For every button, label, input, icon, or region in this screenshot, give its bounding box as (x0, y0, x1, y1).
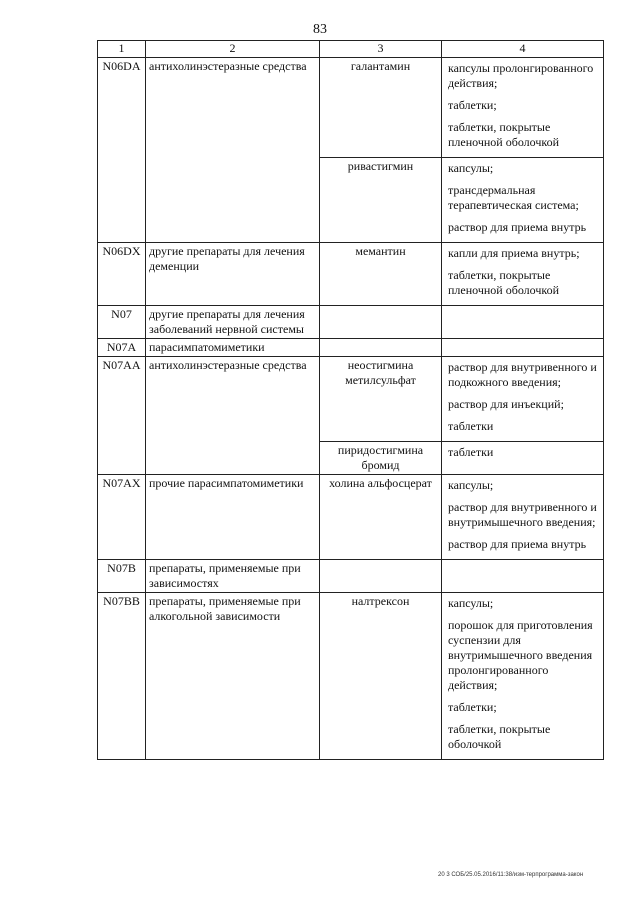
header-row (98, 41, 604, 58)
drug-group-cell: препараты, применяемые при алкогольной зависимости (146, 593, 320, 760)
table-row (98, 560, 604, 593)
column-header: 4 (442, 41, 604, 58)
dosage-forms-cell (442, 158, 604, 243)
dosage-form: раствор для инъекций; (448, 397, 564, 411)
dosage-forms-cell (442, 243, 604, 306)
table-row (98, 58, 604, 158)
atc-code-cell: N07AA (98, 357, 146, 475)
dosage-forms-cell (442, 306, 604, 339)
dosage-forms-cell (442, 442, 604, 475)
dosage-form: таблетки, покрытые пленочной оболочкой (448, 120, 560, 149)
dosage-form: капсулы; (448, 478, 494, 492)
dosage-form: таблетки; (448, 98, 497, 112)
drug-name-cell: галантамин (320, 58, 442, 158)
atc-code-cell: N07BB (98, 593, 146, 760)
dosage-form: капсулы; (448, 161, 494, 175)
table-body (98, 58, 604, 760)
table-row (98, 593, 604, 760)
drug-name-cell (320, 339, 442, 357)
dosage-form: раствор для приема внутрь (448, 537, 587, 551)
column-header: 2 (146, 41, 320, 58)
dosage-form: раствор для внутривенного и подкожного введения; (448, 360, 597, 389)
atc-code-cell: N07B (98, 560, 146, 593)
drug-group-cell: другие препараты для лечения заболеваний нервной системы (146, 306, 320, 339)
drug-group-cell: антихолинэстеразные средства (146, 357, 320, 475)
dosage-form: раствор для внутривенного и внутримышечного введения; (448, 500, 597, 529)
column-header: 3 (320, 41, 442, 58)
table-row (98, 339, 604, 357)
table-row (98, 306, 604, 339)
page-number: 83 (313, 22, 327, 37)
dosage-form: капсулы пролонгированного действия; (448, 61, 594, 90)
dosage-form: таблетки (448, 419, 494, 433)
table-row (98, 357, 604, 442)
drug-name-cell: ривастигмин (320, 158, 442, 243)
atc-code-cell: N06DX (98, 243, 146, 306)
dosage-form: таблетки, покрытые пленочной оболочкой (448, 268, 560, 297)
dosage-form: раствор для приема внутрь (448, 220, 587, 234)
dosage-forms-cell (442, 593, 604, 760)
dosage-forms-cell (442, 560, 604, 593)
dosage-form: таблетки (448, 445, 494, 459)
dosage-form: капсулы; (448, 596, 494, 610)
drug-group-cell: препараты, применяемые при зависимостях (146, 560, 320, 593)
atc-code-cell: N07 (98, 306, 146, 339)
dosage-form: капли для приема внутрь; (448, 246, 580, 260)
drug-name-cell (320, 560, 442, 593)
drug-name-cell: мемантин (320, 243, 442, 306)
atc-code-cell: N06DA (98, 58, 146, 243)
dosage-form: порошок для приготовления суспензии для внутримышечного введения пролонгированного действия; (448, 618, 593, 692)
dosage-form: таблетки; (448, 700, 497, 714)
footer-stamp: 20 3 СОБ/25.05.2016/11:38/изм-терпрограмма-закон (438, 872, 584, 878)
column-header: 1 (98, 41, 146, 58)
dosage-forms-cell (442, 339, 604, 357)
drug-name-cell: холина альфосцерат (320, 475, 442, 560)
dosage-form: трансдермальная терапевтическая система; (448, 183, 579, 212)
dosage-form: таблетки, покрытые оболочкой (448, 722, 551, 751)
table-row (98, 243, 604, 306)
table-row (98, 475, 604, 560)
drug-name-cell: пиридостигмина бромид (320, 442, 442, 475)
drug-group-cell: прочие парасимпатомиметики (146, 475, 320, 560)
drug-table (97, 40, 604, 760)
drug-group-cell: антихолинэстеразные средства (146, 58, 320, 243)
drug-name-cell (320, 306, 442, 339)
dosage-forms-cell (442, 357, 604, 442)
drug-group-cell: другие препараты для лечения деменции (146, 243, 320, 306)
atc-code-cell: N07AX (98, 475, 146, 560)
drug-name-cell: неостигмина метилсульфат (320, 357, 442, 442)
drug-name-cell: налтрексон (320, 593, 442, 760)
atc-code-cell: N07A (98, 339, 146, 357)
drug-group-cell: парасимпатомиметики (146, 339, 320, 357)
dosage-forms-cell (442, 475, 604, 560)
dosage-forms-cell (442, 58, 604, 158)
